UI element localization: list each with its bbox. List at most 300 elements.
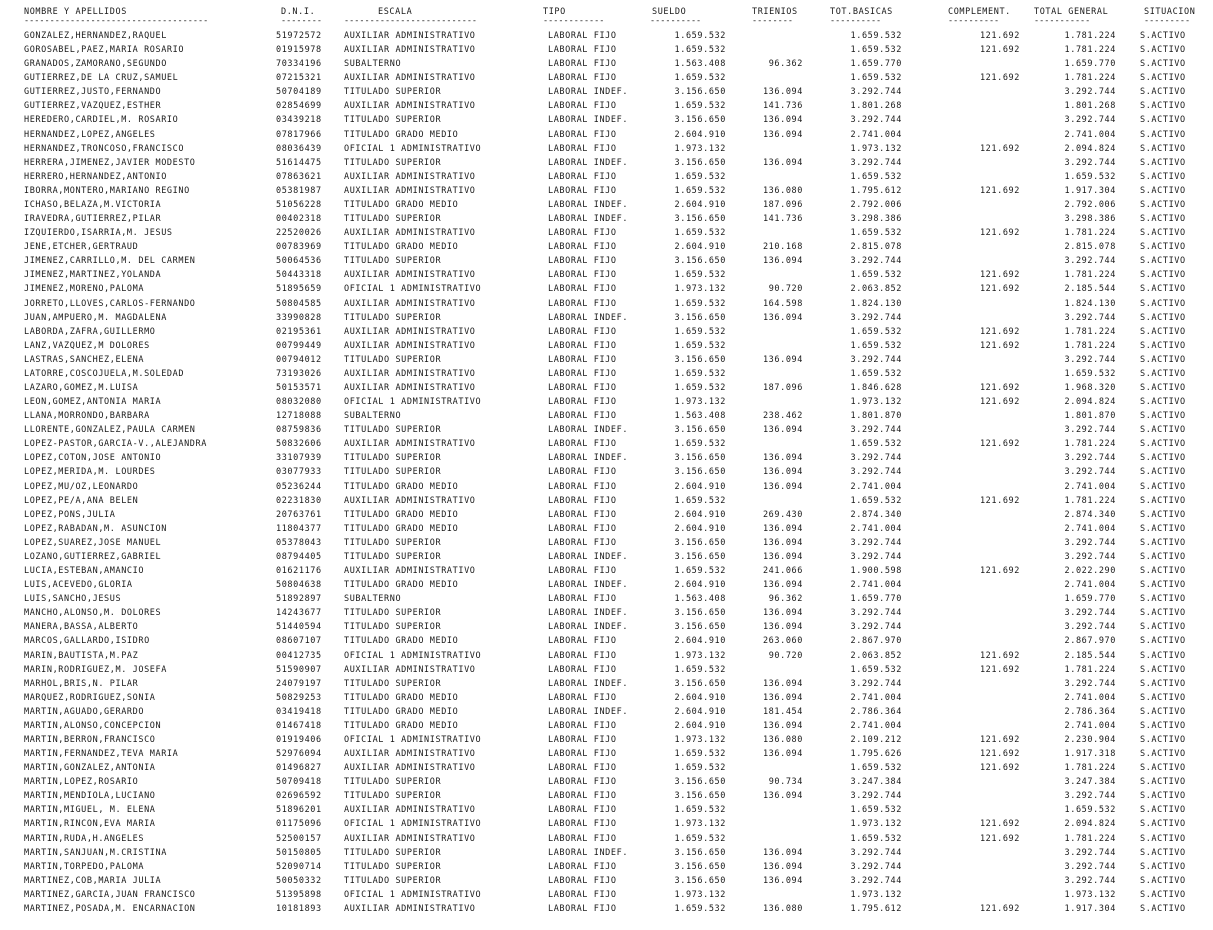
- cell-nombre: HERRERA,JIMENEZ,JAVIER MODESTO: [24, 157, 196, 168]
- cell-nombre: LOPEZ,RABADAN,M. ASUNCION: [24, 523, 167, 534]
- cell-dni: 08759836: [276, 425, 322, 436]
- cell-tipo: LABORAL FIJO: [548, 185, 617, 196]
- cell-sueldo: 3.156.650: [674, 87, 726, 98]
- cell-escala: AUXILIAR ADMINISTRATIVO: [344, 439, 476, 450]
- cell-escala: TITULADO GRADO MEDIO: [344, 242, 459, 253]
- cell-sueldo: 1.659.532: [674, 45, 726, 56]
- cell-escala: TITULADO SUPERIOR: [344, 425, 442, 436]
- cell-total-general: 3.292.744: [1064, 453, 1116, 464]
- cell-tot-basicas: 3.292.744: [850, 608, 902, 619]
- cell-total-general: 1.781.224: [1064, 31, 1116, 41]
- cell-dni: 08607107: [276, 636, 322, 647]
- cell-sueldo: 1.973.132: [674, 889, 726, 900]
- cell-tot-basicas: 2.109.212: [850, 735, 902, 745]
- cell-sueldo: 1.659.532: [674, 495, 726, 506]
- cell-sueldo: 3.156.650: [674, 791, 726, 802]
- cell-escala: OFICIAL 1 ADMINISTRATIVO: [344, 735, 482, 745]
- cell-tipo: LABORAL FIJO: [548, 354, 617, 365]
- cell-tipo: LABORAL FIJO: [548, 594, 617, 605]
- cell-nombre: HERNANDEZ,TRONCOSO,FRANCISCO: [24, 143, 185, 154]
- cell-nombre: MARTINEZ,COB,MARIA JULIA: [24, 875, 162, 886]
- cell-escala: AUXILIAR ADMINISTRATIVO: [344, 566, 476, 577]
- cell-total-general: 1.781.224: [1064, 833, 1116, 844]
- cell-complement: 121.692: [979, 383, 1020, 393]
- cell-situacion: S.ACTIVO: [1140, 678, 1186, 689]
- cell-trienios: 238.462: [762, 411, 803, 422]
- cell-sueldo: 3.156.650: [674, 467, 726, 478]
- table-row: [0, 889, 1213, 903]
- cell-nombre: HERNANDEZ,LOPEZ,ANGELES: [24, 129, 156, 140]
- cell-tipo: LABORAL FIJO: [548, 664, 617, 675]
- cell-sueldo: 3.156.650: [674, 115, 726, 126]
- table-row: [0, 621, 1213, 635]
- cell-nombre: MARTIN,RINCON,EVA MARIA: [24, 819, 156, 830]
- cell-tipo: LABORAL FIJO: [548, 73, 617, 84]
- cell-total-general: 2.094.824: [1064, 397, 1116, 408]
- cell-tipo: LABORAL FIJO: [548, 270, 617, 281]
- cell-sueldo: 3.156.650: [674, 861, 726, 872]
- cell-tipo: LABORAL FIJO: [548, 495, 617, 506]
- cell-nombre: GRANADOS,ZAMORANO,SEGUNDO: [24, 59, 167, 70]
- table-row: [0, 340, 1213, 354]
- cell-tot-basicas: 1.973.132: [850, 397, 902, 408]
- cell-situacion: S.ACTIVO: [1140, 777, 1186, 788]
- cell-dni: 51972572: [276, 31, 322, 41]
- table-row: [0, 129, 1213, 143]
- cell-total-general: 3.292.744: [1064, 354, 1116, 365]
- cell-situacion: S.ACTIVO: [1140, 509, 1186, 520]
- cell-escala: AUXILIAR ADMINISTRATIVO: [344, 101, 476, 112]
- cell-complement: 121.692: [979, 735, 1020, 745]
- cell-dni: 01621176: [276, 566, 322, 577]
- cell-tot-basicas: 1.659.532: [850, 73, 902, 84]
- cell-tot-basicas: 1.659.532: [850, 340, 902, 351]
- cell-tot-basicas: 1.659.532: [850, 664, 902, 675]
- cell-escala: TITULADO GRADO MEDIO: [344, 199, 459, 210]
- cell-sueldo: 1.659.532: [674, 903, 726, 914]
- cell-dni: 50050332: [276, 875, 322, 886]
- cell-total-general: 1.917.304: [1064, 903, 1116, 914]
- cell-tipo: LABORAL FIJO: [548, 763, 617, 774]
- cell-sueldo: 3.156.650: [674, 777, 726, 788]
- cell-sueldo: 2.604.910: [674, 129, 726, 140]
- cell-escala: AUXILIAR ADMINISTRATIVO: [344, 326, 476, 337]
- table-row: [0, 551, 1213, 565]
- table-row: [0, 438, 1213, 452]
- cell-nombre: MANCHO,ALONSO,M. DOLORES: [24, 608, 162, 619]
- cell-sueldo: 1.659.532: [674, 270, 726, 281]
- cell-tipo: LABORAL INDEF.: [548, 608, 629, 619]
- cell-nombre: LOPEZ,SUAREZ,JOSE MANUEL: [24, 537, 162, 548]
- cell-dni: 50804638: [276, 580, 322, 591]
- cell-trienios: 136.094: [762, 157, 803, 168]
- cell-tot-basicas: 1.659.532: [850, 45, 902, 56]
- cell-complement: 121.692: [979, 185, 1020, 196]
- cell-dni: 20763761: [276, 509, 322, 520]
- cell-nombre: MARTIN,GONZALEZ,ANTONIA: [24, 763, 156, 774]
- table-row: [0, 509, 1213, 523]
- cell-trienios: 136.094: [762, 87, 803, 98]
- cell-complement: 121.692: [979, 73, 1020, 84]
- cell-trienios: 136.094: [762, 453, 803, 464]
- separator-sueldo: ----------: [650, 16, 702, 26]
- cell-sueldo: 1.659.532: [674, 31, 726, 41]
- table-row: [0, 269, 1213, 283]
- cell-tipo: LABORAL INDEF.: [548, 706, 629, 717]
- cell-trienios: 136.094: [762, 861, 803, 872]
- header-total-general: TOTAL GENERAL: [1034, 7, 1109, 17]
- cell-nombre: IRAVEDRA,GUTIERREZ,PILAR: [24, 214, 162, 225]
- cell-tipo: LABORAL FIJO: [548, 284, 617, 295]
- cell-tipo: LABORAL FIJO: [548, 129, 617, 140]
- cell-escala: AUXILIAR ADMINISTRATIVO: [344, 31, 476, 41]
- cell-dni: 00783969: [276, 242, 322, 253]
- table-row: [0, 607, 1213, 621]
- cell-trienios: 136.094: [762, 875, 803, 886]
- cell-tipo: LABORAL INDEF.: [548, 312, 629, 323]
- cell-tipo: LABORAL INDEF.: [548, 678, 629, 689]
- cell-nombre: GUTIERREZ,DE LA CRUZ,SAMUEL: [24, 73, 179, 84]
- header-dni: D.N.I.: [281, 7, 316, 17]
- cell-sueldo: 1.659.532: [674, 439, 726, 450]
- table-row: [0, 213, 1213, 227]
- cell-escala: SUBALTERNO: [344, 59, 402, 70]
- cell-nombre: LASTRAS,SANCHEZ,ELENA: [24, 354, 145, 365]
- cell-dni: 50709418: [276, 777, 322, 788]
- cell-complement: 121.692: [979, 763, 1020, 774]
- cell-tot-basicas: 1.659.532: [850, 439, 902, 450]
- cell-total-general: 1.824.130: [1064, 298, 1116, 309]
- cell-sueldo: 1.659.532: [674, 326, 726, 337]
- cell-dni: 50832606: [276, 439, 322, 450]
- cell-trienios: 96.362: [768, 59, 803, 70]
- header-escala: ESCALA: [378, 7, 413, 17]
- cell-situacion: S.ACTIVO: [1140, 664, 1186, 675]
- cell-tot-basicas: 3.292.744: [850, 678, 902, 689]
- cell-trienios: 90.720: [768, 650, 803, 661]
- cell-trienios: 136.094: [762, 551, 803, 562]
- cell-situacion: S.ACTIVO: [1140, 199, 1186, 210]
- cell-nombre: JIMENEZ,MORENO,PALOMA: [24, 284, 145, 295]
- cell-tipo: LABORAL FIJO: [548, 777, 617, 788]
- cell-total-general: 1.659.770: [1064, 59, 1116, 70]
- cell-total-general: 1.973.132: [1064, 889, 1116, 900]
- cell-total-general: 2.230.904: [1064, 735, 1116, 745]
- cell-escala: AUXILIAR ADMINISTRATIVO: [344, 73, 476, 84]
- cell-escala: AUXILIAR ADMINISTRATIVO: [344, 270, 476, 281]
- cell-situacion: S.ACTIVO: [1140, 720, 1186, 731]
- cell-situacion: S.ACTIVO: [1140, 312, 1186, 323]
- cell-tipo: LABORAL INDEF.: [548, 622, 629, 633]
- cell-nombre: LOPEZ,MU/OZ,LEONARDO: [24, 481, 139, 492]
- cell-situacion: S.ACTIVO: [1140, 875, 1186, 886]
- table-row: [0, 298, 1213, 312]
- cell-sueldo: 1.659.532: [674, 833, 726, 844]
- cell-tipo: LABORAL FIJO: [548, 101, 617, 112]
- cell-nombre: MARQUEZ,RODRIGUEZ,SONIA: [24, 692, 156, 703]
- cell-escala: TITULADO SUPERIOR: [344, 678, 442, 689]
- cell-sueldo: 3.156.650: [674, 622, 726, 633]
- cell-tipo: LABORAL FIJO: [548, 31, 617, 41]
- cell-tot-basicas: 3.292.744: [850, 354, 902, 365]
- cell-escala: TITULADO SUPERIOR: [344, 214, 442, 225]
- cell-nombre: MARHOL,BRIS,N. PILAR: [24, 678, 139, 689]
- cell-dni: 33990828: [276, 312, 322, 323]
- cell-total-general: 1.659.532: [1064, 805, 1116, 816]
- cell-dni: 02195361: [276, 326, 322, 337]
- cell-tipo: LABORAL FIJO: [548, 903, 617, 914]
- cell-total-general: 1.781.224: [1064, 439, 1116, 450]
- cell-nombre: LOPEZ,COTON,JOSE ANTONIO: [24, 453, 162, 464]
- cell-dni: 03077933: [276, 467, 322, 478]
- cell-trienios: 90.720: [768, 284, 803, 295]
- cell-tipo: LABORAL INDEF.: [548, 425, 629, 436]
- cell-nombre: JIMENEZ,MARTINEZ,YOLANDA: [24, 270, 162, 281]
- cell-situacion: S.ACTIVO: [1140, 847, 1186, 858]
- cell-sueldo: 3.156.650: [674, 214, 726, 225]
- cell-sueldo: 1.659.532: [674, 298, 726, 309]
- cell-total-general: 3.292.744: [1064, 608, 1116, 619]
- cell-dni: 01175096: [276, 819, 322, 830]
- cell-total-general: 3.292.744: [1064, 115, 1116, 126]
- cell-escala: SUBALTERNO: [344, 594, 402, 605]
- cell-sueldo: 1.659.532: [674, 101, 726, 112]
- cell-tot-basicas: 3.292.744: [850, 312, 902, 323]
- cell-sueldo: 1.973.132: [674, 735, 726, 745]
- cell-dni: 03439218: [276, 115, 322, 126]
- table-row: [0, 650, 1213, 664]
- cell-nombre: LANZ,VAZQUEZ,M DOLORES: [24, 340, 150, 351]
- cell-escala: TITULADO GRADO MEDIO: [344, 509, 459, 520]
- cell-tot-basicas: 3.292.744: [850, 157, 902, 168]
- cell-dni: 01919406: [276, 735, 322, 745]
- cell-dni: 08036439: [276, 143, 322, 154]
- cell-tot-basicas: 3.292.744: [850, 115, 902, 126]
- cell-situacion: S.ACTIVO: [1140, 73, 1186, 84]
- cell-complement: 121.692: [979, 903, 1020, 914]
- cell-nombre: MARTIN,BERRON,FRANCISCO: [24, 735, 156, 745]
- cell-tipo: LABORAL INDEF.: [548, 453, 629, 464]
- cell-situacion: S.ACTIVO: [1140, 594, 1186, 605]
- cell-tipo: LABORAL INDEF.: [548, 214, 629, 225]
- cell-total-general: 1.659.532: [1064, 171, 1116, 182]
- cell-sueldo: 1.659.532: [674, 171, 726, 182]
- cell-tot-basicas: 3.292.744: [850, 467, 902, 478]
- cell-tot-basicas: 2.741.004: [850, 129, 902, 140]
- cell-complement: 121.692: [979, 749, 1020, 760]
- cell-escala: TITULADO SUPERIOR: [344, 453, 442, 464]
- cell-sueldo: 1.973.132: [674, 650, 726, 661]
- cell-total-general: 1.781.224: [1064, 763, 1116, 774]
- cell-sueldo: 3.156.650: [674, 678, 726, 689]
- separator-complement: ----------: [948, 16, 1000, 26]
- cell-tipo: LABORAL FIJO: [548, 439, 617, 450]
- cell-tot-basicas: 3.292.744: [850, 256, 902, 267]
- cell-sueldo: 3.156.650: [674, 537, 726, 548]
- cell-dni: 51614475: [276, 157, 322, 168]
- table-row: [0, 255, 1213, 269]
- cell-nombre: IZQUIERDO,ISARRIA,M. JESUS: [24, 228, 173, 239]
- cell-escala: TITULADO SUPERIOR: [344, 537, 442, 548]
- cell-total-general: 1.781.224: [1064, 270, 1116, 281]
- cell-nombre: MARTIN,FERNANDEZ,TEVA MARIA: [24, 749, 179, 760]
- header-situacion: SITUACION: [1144, 7, 1196, 17]
- cell-complement: 121.692: [979, 566, 1020, 577]
- cell-nombre: JORRETO,LLOVES,CARLOS-FERNANDO: [24, 298, 196, 309]
- cell-dni: 51440594: [276, 622, 322, 633]
- cell-tot-basicas: 3.292.744: [850, 847, 902, 858]
- cell-trienios: 136.080: [762, 735, 803, 745]
- cell-tipo: LABORAL INDEF.: [548, 847, 629, 858]
- cell-situacion: S.ACTIVO: [1140, 735, 1186, 745]
- cell-dni: 00799449: [276, 340, 322, 351]
- table-row: [0, 833, 1213, 847]
- cell-complement: 121.692: [979, 495, 1020, 506]
- cell-total-general: 2.741.004: [1064, 523, 1116, 534]
- cell-sueldo: 1.659.532: [674, 340, 726, 351]
- cell-situacion: S.ACTIVO: [1140, 650, 1186, 661]
- cell-dni: 51395898: [276, 889, 322, 900]
- cell-tipo: LABORAL FIJO: [548, 242, 617, 253]
- cell-sueldo: 1.563.408: [674, 411, 726, 422]
- table-row: [0, 523, 1213, 537]
- table-row: [0, 30, 1213, 44]
- cell-tipo: LABORAL FIJO: [548, 298, 617, 309]
- separator-dni: --------: [281, 16, 322, 26]
- header-trienios: TRIENIOS: [752, 7, 798, 17]
- table-row: [0, 790, 1213, 804]
- table-row: [0, 382, 1213, 396]
- cell-situacion: S.ACTIVO: [1140, 537, 1186, 548]
- cell-trienios: 136.094: [762, 847, 803, 858]
- cell-situacion: S.ACTIVO: [1140, 636, 1186, 647]
- cell-nombre: MARTINEZ,POSADA,M. ENCARNACION: [24, 903, 196, 914]
- cell-total-general: 3.247.384: [1064, 777, 1116, 788]
- cell-tipo: LABORAL FIJO: [548, 397, 617, 408]
- cell-escala: TITULADO SUPERIOR: [344, 777, 442, 788]
- cell-tipo: LABORAL FIJO: [548, 566, 617, 577]
- cell-total-general: 2.815.078: [1064, 242, 1116, 253]
- cell-total-general: 1.781.224: [1064, 495, 1116, 506]
- cell-dni: 11804377: [276, 523, 322, 534]
- cell-nombre: LOPEZ,PE/A,ANA BELEN: [24, 495, 139, 506]
- cell-escala: TITULADO GRADO MEDIO: [344, 129, 459, 140]
- cell-total-general: 1.968.320: [1064, 383, 1116, 393]
- cell-dni: 08032080: [276, 397, 322, 408]
- cell-trienios: 136.094: [762, 256, 803, 267]
- table-row: [0, 495, 1213, 509]
- cell-sueldo: 1.563.408: [674, 59, 726, 70]
- cell-sueldo: 2.604.910: [674, 199, 726, 210]
- cell-sueldo: 2.604.910: [674, 481, 726, 492]
- cell-sueldo: 3.156.650: [674, 354, 726, 365]
- cell-trienios: 136.094: [762, 749, 803, 760]
- cell-tot-basicas: 1.801.268: [850, 101, 902, 112]
- cell-complement: 121.692: [979, 228, 1020, 239]
- table-row: [0, 100, 1213, 114]
- cell-nombre: MARTIN,MENDIOLA,LUCIANO: [24, 791, 156, 802]
- table-row: [0, 804, 1213, 818]
- cell-nombre: MARTIN,LOPEZ,ROSARIO: [24, 777, 139, 788]
- cell-tot-basicas: 1.795.626: [850, 749, 902, 760]
- cell-escala: TITULADO SUPERIOR: [344, 354, 442, 365]
- cell-tipo: LABORAL FIJO: [548, 509, 617, 520]
- cell-escala: AUXILIAR ADMINISTRATIVO: [344, 298, 476, 309]
- cell-dni: 07215321: [276, 73, 322, 84]
- table-row: [0, 368, 1213, 382]
- cell-sueldo: 1.659.532: [674, 228, 726, 239]
- cell-situacion: S.ACTIVO: [1140, 791, 1186, 802]
- cell-tot-basicas: 1.900.598: [850, 566, 902, 577]
- cell-dni: 05378043: [276, 537, 322, 548]
- cell-sueldo: 1.659.532: [674, 368, 726, 379]
- cell-complement: 121.692: [979, 650, 1020, 661]
- table-row: [0, 861, 1213, 875]
- cell-dni: 51896201: [276, 805, 322, 816]
- cell-dni: 01496827: [276, 763, 322, 774]
- cell-complement: 121.692: [979, 143, 1020, 154]
- cell-sueldo: 1.973.132: [674, 143, 726, 154]
- cell-nombre: LOZANO,GUTIERREZ,GABRIEL: [24, 551, 162, 562]
- cell-situacion: S.ACTIVO: [1140, 256, 1186, 267]
- cell-total-general: 2.741.004: [1064, 129, 1116, 140]
- cell-complement: 121.692: [979, 270, 1020, 281]
- cell-tipo: LABORAL INDEF.: [548, 115, 629, 126]
- cell-situacion: S.ACTIVO: [1140, 580, 1186, 591]
- cell-nombre: MARTINEZ,GARCIA,JUAN FRANCISCO: [24, 889, 196, 900]
- cell-tipo: LABORAL FIJO: [548, 833, 617, 844]
- cell-sueldo: 3.156.650: [674, 256, 726, 267]
- cell-situacion: S.ACTIVO: [1140, 819, 1186, 830]
- cell-nombre: LATORRE,COSCOJUELA,M.SOLEDAD: [24, 368, 185, 379]
- cell-sueldo: 1.659.532: [674, 73, 726, 84]
- cell-nombre: HERRERO,HERNANDEZ,ANTONIO: [24, 171, 167, 182]
- table-row: [0, 354, 1213, 368]
- cell-complement: 121.692: [979, 833, 1020, 844]
- cell-sueldo: 3.156.650: [674, 157, 726, 168]
- table-row: [0, 326, 1213, 340]
- separator-tipo: ------------: [543, 16, 605, 26]
- cell-tot-basicas: 2.815.078: [850, 242, 902, 253]
- cell-tipo: LABORAL FIJO: [548, 875, 617, 886]
- cell-situacion: S.ACTIVO: [1140, 214, 1186, 225]
- cell-trienios: 136.094: [762, 622, 803, 633]
- header-complement: COMPLEMENT.: [948, 7, 1011, 17]
- cell-escala: TITULADO SUPERIOR: [344, 622, 442, 633]
- cell-sueldo: 3.156.650: [674, 847, 726, 858]
- cell-trienios: 187.096: [762, 199, 803, 210]
- cell-tot-basicas: 3.292.744: [850, 622, 902, 633]
- table-row: [0, 452, 1213, 466]
- cell-sueldo: 2.604.910: [674, 523, 726, 534]
- cell-nombre: MARCOS,GALLARDO,ISIDRO: [24, 636, 150, 647]
- cell-tot-basicas: 2.063.852: [850, 284, 902, 295]
- cell-tipo: LABORAL FIJO: [548, 143, 617, 154]
- cell-complement: 121.692: [979, 45, 1020, 56]
- cell-tot-basicas: 1.659.532: [850, 228, 902, 239]
- cell-total-general: 1.659.532: [1064, 368, 1116, 379]
- cell-trienios: 136.094: [762, 425, 803, 436]
- cell-tipo: LABORAL FIJO: [548, 805, 617, 816]
- cell-nombre: LOPEZ-PASTOR,GARCIA-V.,ALEJANDRA: [24, 439, 207, 450]
- cell-escala: AUXILIAR ADMINISTRATIVO: [344, 171, 476, 182]
- cell-situacion: S.ACTIVO: [1140, 31, 1186, 41]
- cell-escala: AUXILIAR ADMINISTRATIVO: [344, 185, 476, 196]
- cell-tot-basicas: 2.786.364: [850, 706, 902, 717]
- cell-total-general: 1.781.224: [1064, 340, 1116, 351]
- cell-nombre: LOPEZ,MERIDA,M. LOURDES: [24, 467, 156, 478]
- cell-total-general: 3.292.744: [1064, 847, 1116, 858]
